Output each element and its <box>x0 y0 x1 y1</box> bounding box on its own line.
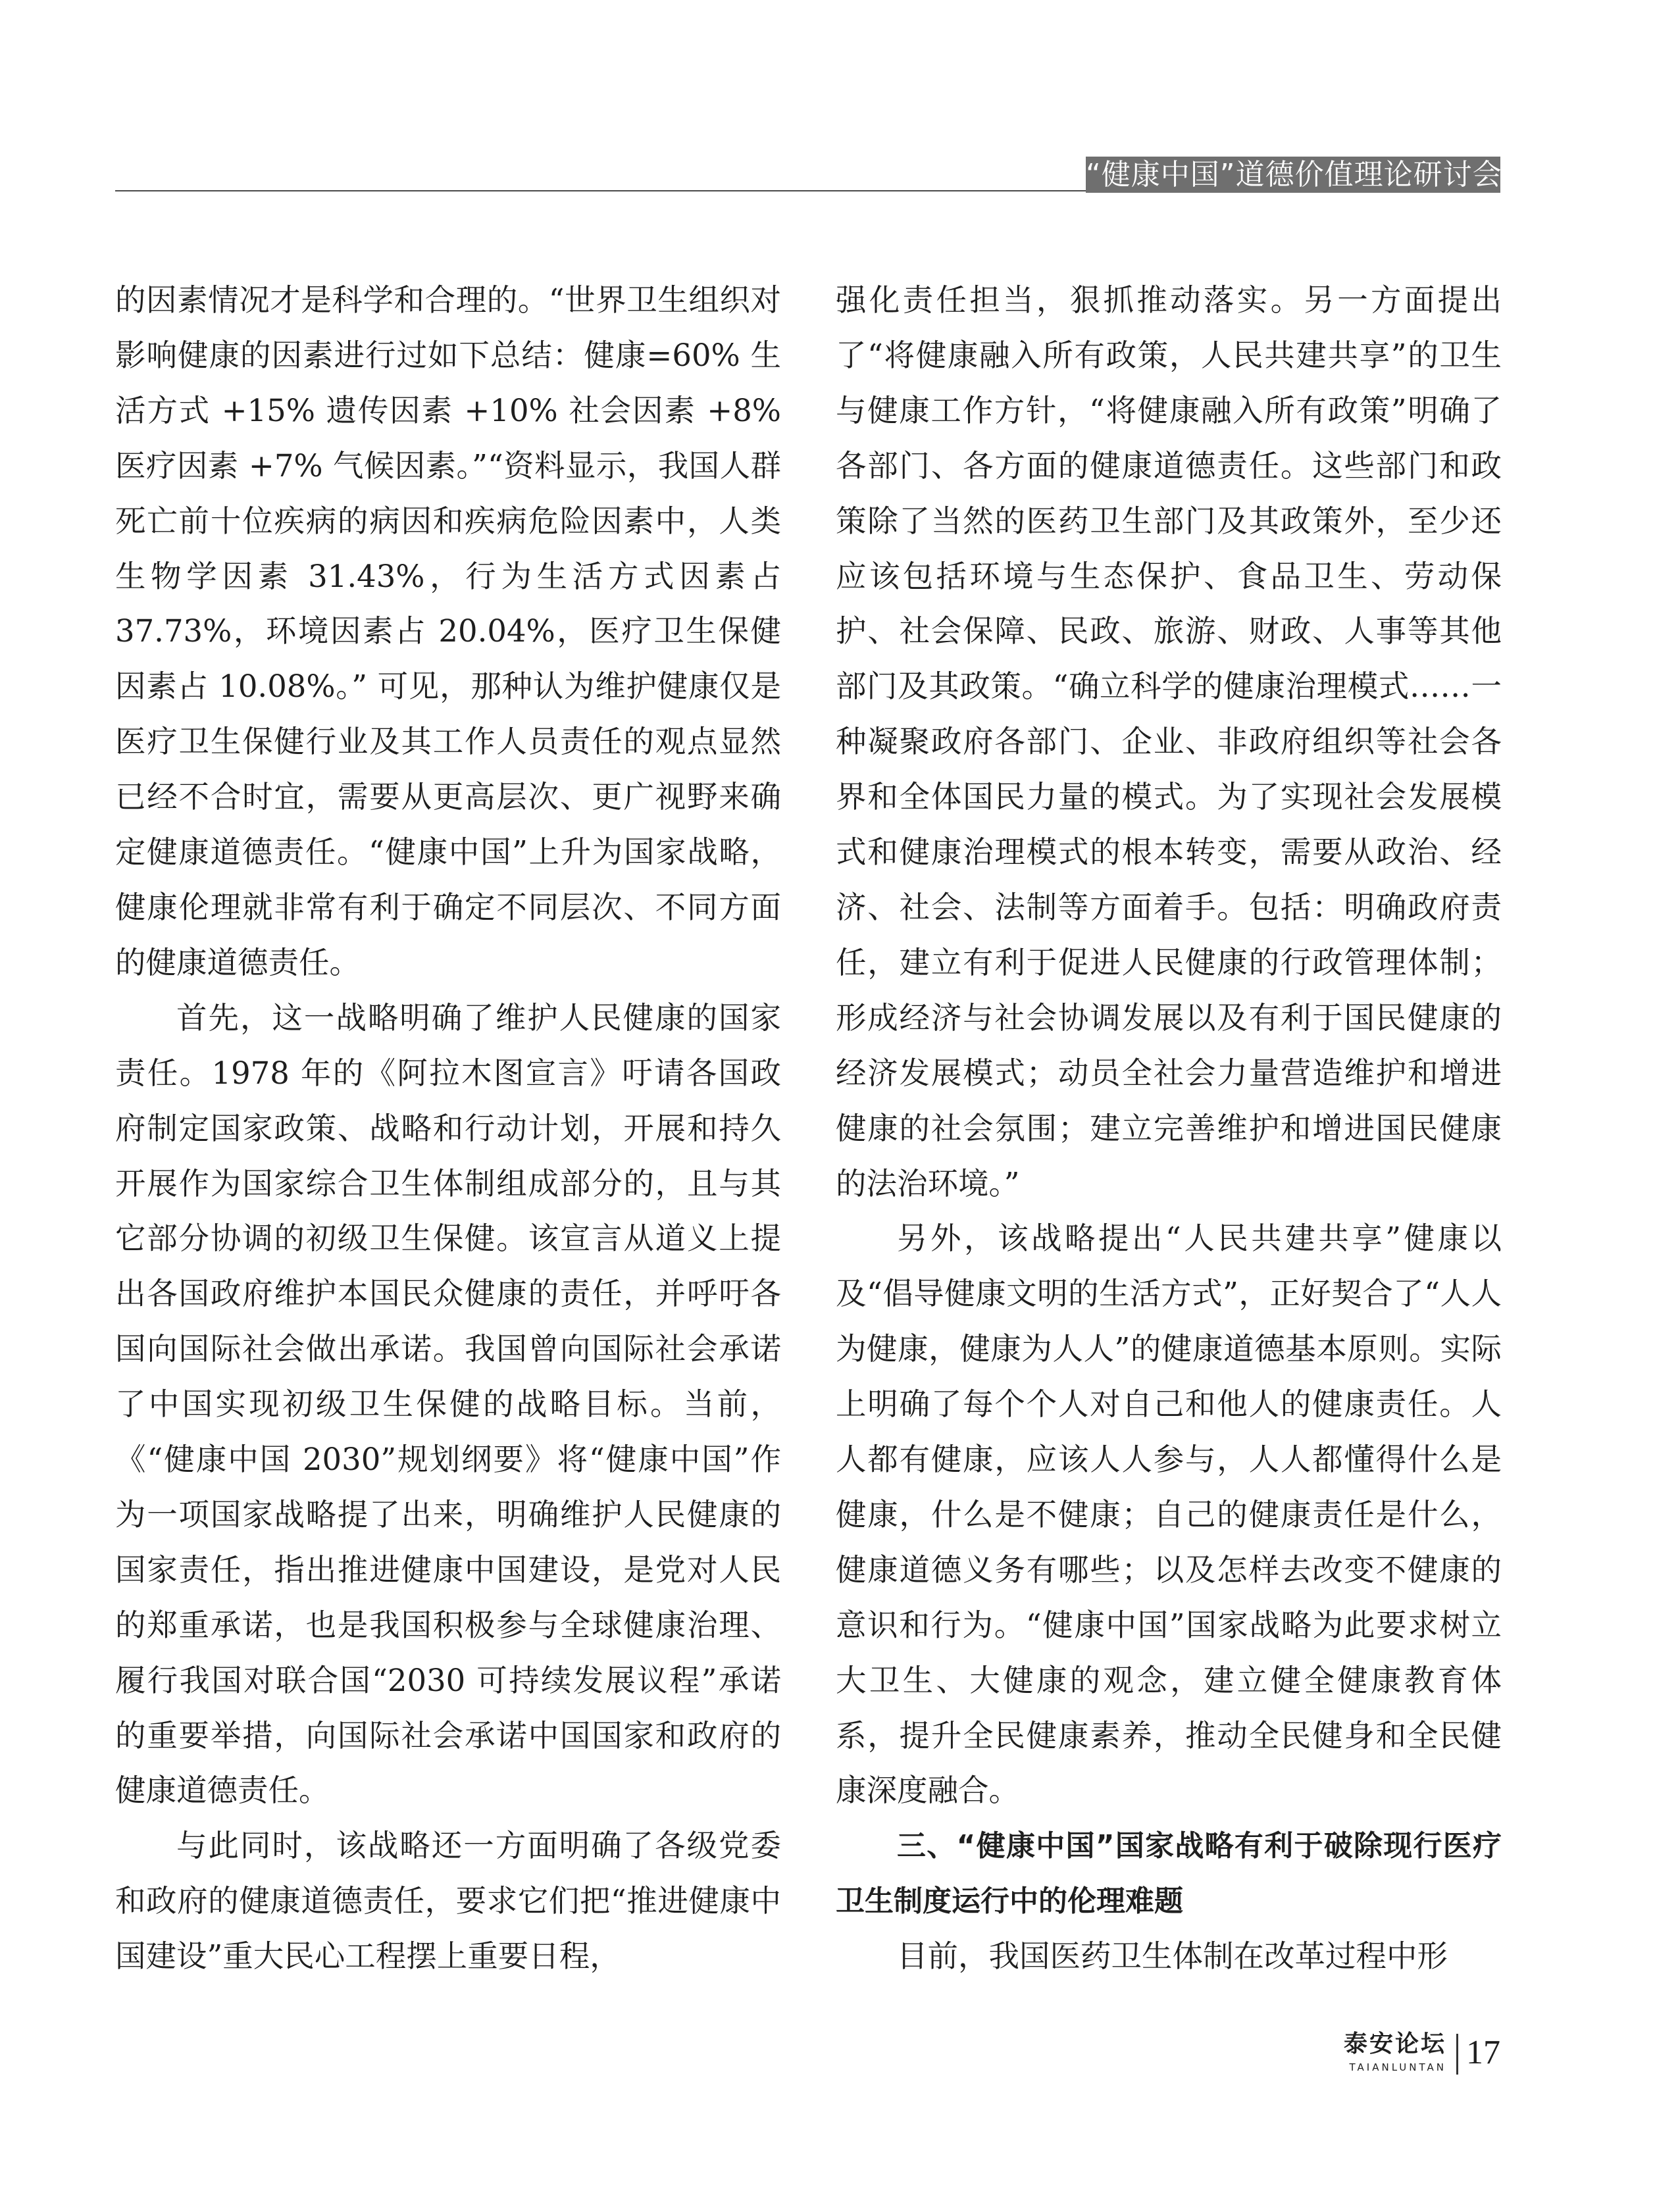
right-paragraph-1: 强化责任担当，狠抓推动落实。另一方面提出了“将健康融入所有政策，人民共建共享”的卫生与健康工作方针，“将健康融入所有政策”明确了各部门、各方面的健康道德责任。这些部门和政策除了当然的医药卫生部门及其政策外，至少还应该包括环境与生态保护、食品卫生、劳动保护、社会保障、民政、旅游、财政、人事等其他部门及其政策。“确立科学的健康治理模式……一种凝聚政府各部门、企业、非政府组织等社会各界和全体国民力量的模式。为了实现社会发展模式和健康治理模式的根本转变，需要从政治、经济、社会、法制等方面着手。包括：明确政府责任，建立有利于促进人民健康的行政管理体制；形成经济与社会协调发展以及有利于国民健康的经济发展模式；动员全社会力量营造维护和增进健康的社会氛围；建立完善维护和增进国民健康的法治环境。” <box>836 282 1502 1201</box>
page-footer <box>1316 2030 1500 2082</box>
right-column <box>836 273 1502 1984</box>
running-header: “健康中国”道德价值理论研讨会优秀论文选登 <box>1086 158 1680 191</box>
section-heading: 三、“健康中国”国家战略有利于破除现行医疗卫生制度运行中的伦理难题 <box>836 1829 1502 1919</box>
left-paragraph-3: 与此同时，该战略还一方面明确了各级党委和政府的健康道德责任，要求它们把“推进健康中国建设”重大民心工程摆上重要日程， <box>115 1828 781 1975</box>
header-rule <box>115 190 1086 191</box>
left-column <box>115 273 781 1984</box>
journal-name-pinyin: TAIANLUNTAN <box>1349 2061 1446 2073</box>
left-paragraph-2: 首先，这一战略明确了维护人民健康的国家责任。1978 年的《阿拉木图宣言》吁请各国政府制定国家政策、战略和行动计划，开展和持久开展作为国家综合卫生体制组成部分的，且与其它部分协调的初级卫生保健。该宣言从道义上提出各国政府维护本国民众健康的责任，并呼吁各国向国际社会做出承诺。我国曾向国际社会承诺了中国实现初级卫生保健的战略目标。当前，《“健康中国 2030”规划纲要》将“健康中国”作为一项国家战略提了出来，明确维护人民健康的国家责任，指出推进健康中国建设，是党对人民的郑重承诺，也是我国积极参与全球健康治理、履行我国对联合国“2030 可持续发展议程”承诺的重要举措，向国际社会承诺中国国家和政府的健康道德责任。 <box>115 999 781 1809</box>
page-number: 17 <box>1466 2034 1500 2071</box>
journal-name: 泰安论坛 <box>1343 2030 1446 2057</box>
footer-divider <box>1456 2034 1458 2075</box>
right-paragraph-3: 目前，我国医药卫生体制在改革过程中形 <box>897 1938 1448 1975</box>
right-paragraph-2: 另外，该战略提出“人民共建共享”健康以及“倡导健康文明的生活方式”，正好契合了“人人为健康，健康为人人”的健康道德基本原则。实际上明确了每个个人对自己和他人的健康责任。人人都有健康，应该人人参与，人人都懂得什么是健康，什么是不健康；自己的健康责任是什么，健康道德义务有哪些；以及怎样去改变不健康的意识和行为。“健康中国”国家战略为此要求树立大卫生、大健康的观念，建立健全健康教育体系，提升全民健康素养，推动全民健身和全民健康深度融合。 <box>836 1221 1502 1809</box>
left-paragraph-1: 的因素情况才是科学和合理的。“世界卫生组织对影响健康的因素进行过如下总结：健康=60% 生活方式 +15% 遗传因素 +10% 社会因素 +8% 医疗因素 +7% 气候因素。”“资料显示，我国人群死亡前十位疾病的病因和疾病危险因素中，人类生物学因素 31.43%，行为生活方式因素占 37.73%，环境因素占 20.04%，医疗卫生保健因素占 10.08%。” 可见，那种认为维护健康仅是医疗卫生保健行业及其工作人员责任的观点显然已经不合时宜，需要从更高层次、更广视野来确定健康道德责任。“健康中国”上升为国家战略，健康伦理就非常有利于确定不同层次、不同方面的健康道德责任。 <box>115 282 781 980</box>
